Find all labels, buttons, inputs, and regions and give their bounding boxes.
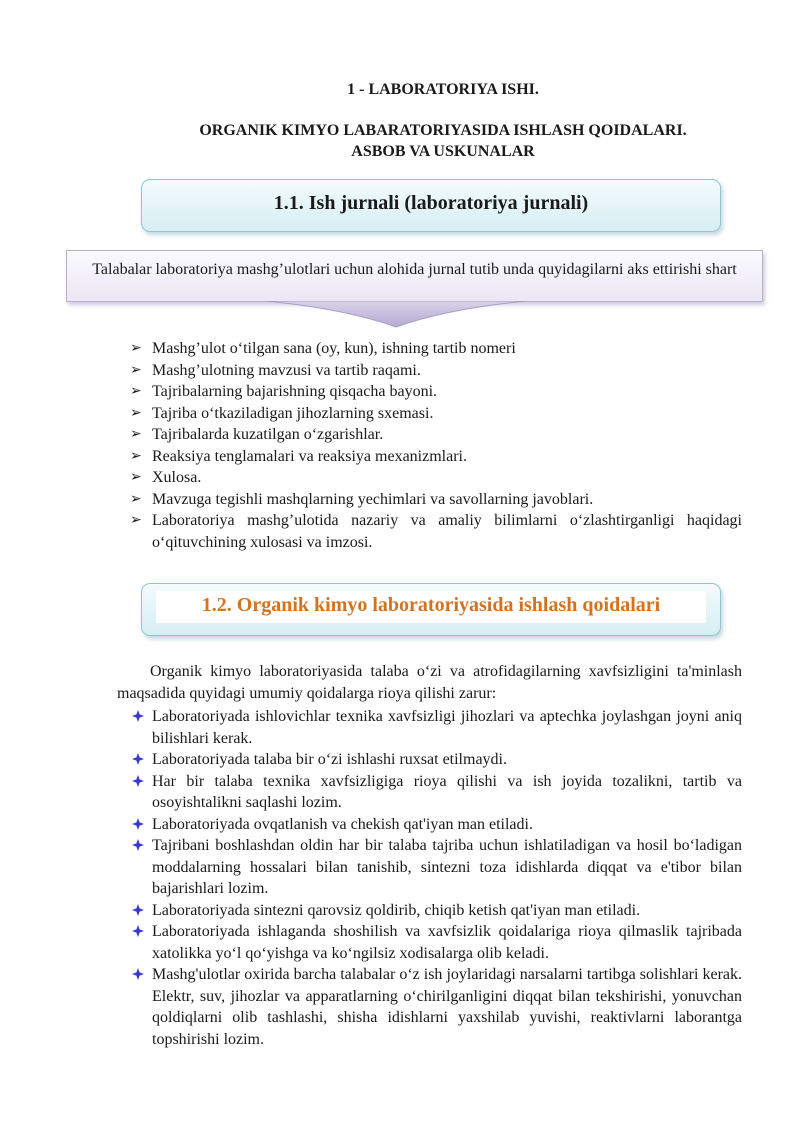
list-item: Laboratoriyada ishlovichlar texnika xavfsizligi jihozlari va aptechka joylashgan joyni aniq bilishlari kerak. [130, 706, 742, 749]
main-title [43, 120, 800, 162]
list-item: Tajribani boshlashdan oldin har bir talaba tajriba uchun ishlatiladigan va hosil bo‘ladigan moddalarning hossalari bilan tanishib, sintezni toza idishlarda diqqat va e'tibor bilan bajarishlari lozim. [130, 835, 742, 900]
list-item: ➢ Tajriba o‘tkaziladigan jihozlarning sxemasi. [130, 403, 742, 425]
list-item: ➢ Mavzuga tegishli mashqlarning yechimlari va savollarning javoblari. [130, 489, 742, 511]
diamond-star-bullet-icon [132, 775, 144, 787]
section1-heading: 1.1. Ish jurnali (laboratoriya jurnali) [273, 192, 589, 214]
list-item: ➢ Laboratoriya mashg’ulotida nazariy va amaliy bilimlarni o‘zlashtirganligi haqidagi o‘qituvchining xulosasi va imzosi. [130, 512, 742, 551]
list-item: Laboratoriyada sintezni qarovsiz qoldirib, chiqib ketish qat'iyan man etiladi. [130, 900, 742, 922]
journal-callout-text: Talabalar laboratoriya mashg’ulotlari uchun alohida jurnal tutib unda quyidagilarni aks ettirishi shart [92, 261, 737, 278]
rules-list [130, 706, 742, 1050]
list-item: Laboratoriyada talaba bir o‘zi ishlashi ruxsat etilmaydi. [130, 749, 742, 771]
arrowhead-bullet-icon: ➢ [130, 427, 142, 442]
diamond-star-bullet-icon [132, 753, 144, 765]
list-item: ➢ Tajribalarda kuzatilgan o‘zgarishlar. [130, 424, 742, 446]
diamond-star-bullet-icon [132, 839, 144, 851]
arrowhead-bullet-icon: ➢ [130, 513, 142, 528]
arrowhead-bullet-icon: ➢ [130, 384, 142, 399]
list-item: Laboratoriyada ishlaganda shoshilish va xavfsizlik qoidalariga rioya qilmaslik tajribada xatolikka yo‘l qo‘yishga va ko‘ngilsiz xodisalarga olib keladi. [130, 921, 742, 964]
arrowhead-bullet-icon: ➢ [130, 341, 142, 356]
arrowhead-bullet-icon: ➢ [130, 448, 142, 464]
list-item: ➢ Reaksiya tenglamalari va reaksiya mexanizmlari. [130, 446, 742, 468]
callout-down-arrow-icon [266, 301, 526, 329]
arrowhead-bullet-icon: ➢ [130, 470, 142, 485]
arrowhead-bullet-icon: ➢ [130, 491, 142, 507]
list-item: Laboratoriyada ovqatlanish va chekish qat'iyan man etiladi. [130, 814, 742, 836]
list-item: ➢ Tajribalarning bajarishning qisqacha bayoni. [130, 381, 742, 403]
arrowhead-bullet-icon: ➢ [130, 405, 142, 421]
list-item: Mashg'ulotlar oxirida barcha talabalar o‘z ish joylaridagi narsalarni tartibga solishlari kerak. Elektr, suv, jihozlar va apparatlarning o‘chirilganligini diqqat bilan tekshirishi, yonuvchan qoldiqlarni olib tashlashi, shisha idishlarni yaxshilab yuvishi, reaktivlarni laborantga topshirishi lozim. [130, 964, 742, 1050]
list-item: ➢ Mashg’ulot o‘tilgan sana (oy, kun), ishning tartib nomeri [130, 338, 742, 360]
list-item: ➢ Xulosa. [130, 467, 742, 489]
diamond-star-bullet-icon [132, 925, 144, 937]
section2-heading: 1.2. Organik kimyo laboratoriyasida ishlash qoidalari [201, 594, 661, 616]
section2-heading-banner [141, 583, 721, 636]
diamond-star-bullet-icon [132, 904, 144, 916]
journal-items-list [130, 338, 742, 553]
main-title-line2: ASBOB VA USKUNALAR [351, 143, 535, 160]
diamond-star-bullet-icon [132, 818, 144, 830]
diamond-star-bullet-icon [132, 968, 144, 980]
journal-callout-box [66, 250, 763, 302]
list-item: Har bir talaba texnika xavfsizligiga rioya qilishi va ish joyida tozalikni, tartib va osoyishtalikni saqlashi lozim. [130, 771, 742, 814]
main-title-line1: ORGANIK KIMYO LABARATORIYASIDA ISHLASH QOIDALARI. [199, 122, 687, 139]
rules-intro-paragraph: Organik kimyo laboratoriyasida talaba o‘zi va atrofidagilarning xavfsizligini ta'minlash maqsadida quyidagi umumiy qoidalarga rioya qilishi zarur: [117, 663, 742, 702]
list-item: ➢ Mashg’ulotning mavzusi va tartib raqami. [130, 360, 742, 382]
arrowhead-bullet-icon: ➢ [130, 362, 142, 378]
section1-heading-banner [141, 179, 721, 232]
lab-title: 1 - LABORATORIYA ISHI. [347, 81, 539, 98]
diamond-star-bullet-icon [132, 710, 144, 722]
